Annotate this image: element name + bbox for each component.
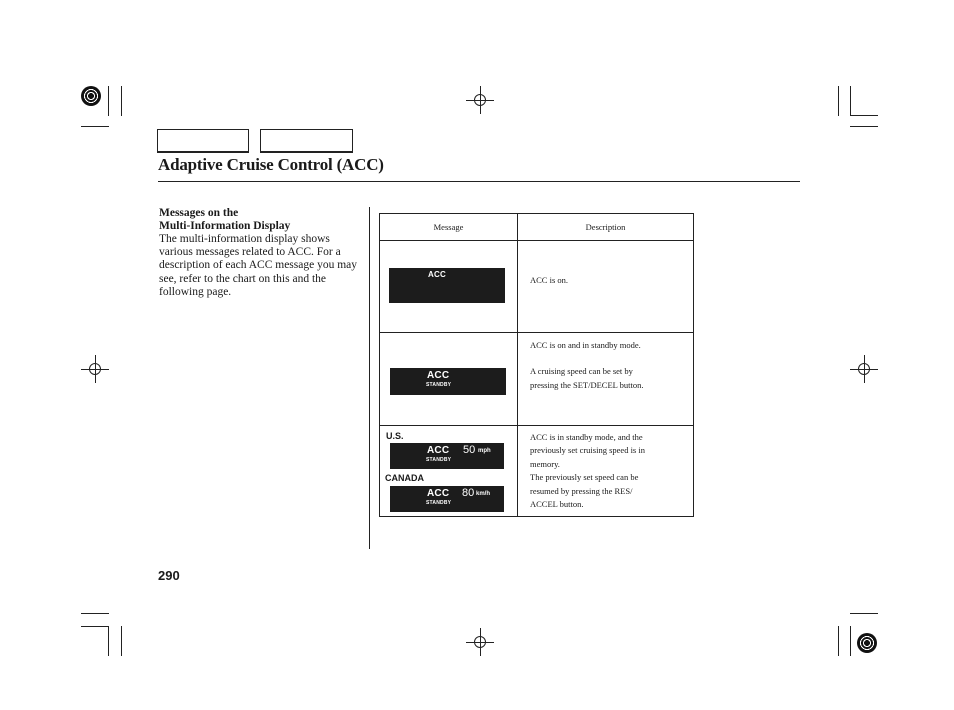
display-acc-standby-kmh (390, 486, 504, 512)
section-heading (159, 207, 290, 233)
region-label-canada: CANADA (385, 473, 424, 483)
description-line: ACC is in standby mode, and the (530, 432, 643, 442)
crosshair-icon (474, 636, 486, 648)
description-line: ACCEL button. (530, 499, 584, 510)
page-number: 290 (158, 568, 180, 583)
description-line: The previously set speed can be (530, 472, 639, 483)
display-set-speed: 80 (462, 487, 475, 499)
row-1-description (530, 274, 568, 287)
display-speed-unit: mph (478, 448, 491, 454)
display-standby-label: STANDBY (426, 500, 452, 506)
message-table (379, 213, 694, 517)
title-divider (158, 181, 800, 182)
crosshair-icon (89, 363, 101, 375)
region-label-us: U.S. (386, 431, 404, 441)
description-line: resumed by pressing the RES/ (530, 485, 633, 496)
crosshair-icon (474, 94, 486, 106)
description-line: pressing the SET/DECEL button. (530, 379, 644, 390)
registration-target-icon (857, 633, 877, 653)
description-line: previously set cruising speed is in (530, 445, 645, 456)
display-standby-label: STANDBY (426, 382, 452, 388)
section-heading-line-2: Multi-Information Display (159, 220, 291, 232)
display-standby-label: STANDBY (426, 457, 452, 463)
description-line: ACC is on and in standby mode. (530, 340, 641, 350)
display-set-speed: 50 (463, 444, 476, 456)
display-acc-label: ACC (428, 270, 446, 279)
row-2-description (530, 339, 643, 392)
display-acc-label: ACC (427, 488, 450, 499)
display-speed-unit: km/h (476, 491, 491, 497)
column-header-description: Description (585, 222, 626, 232)
description-line: memory. (530, 458, 560, 469)
page-title: Adaptive Cruise Control (ACC) (158, 155, 384, 174)
display-acc-standby (390, 368, 506, 395)
header-tab-blank-1 (157, 129, 249, 153)
display-acc-label: ACC (427, 445, 450, 456)
registration-target-icon (81, 86, 101, 106)
header-tab-blank-2 (260, 129, 353, 153)
crosshair-icon (858, 363, 870, 375)
section-body: The multi-information display shows various messages related to ACC. For a description of each ACC message you may see, refer to the chart on this and the following page. (159, 233, 358, 298)
row-3-description (530, 431, 645, 511)
display-acc-standby-mph (390, 443, 504, 469)
column-header-message: Message (433, 222, 464, 232)
description-line: A cruising speed can be set by (530, 366, 633, 377)
section-heading-line-1: Messages on the (159, 207, 239, 219)
column-divider (369, 207, 370, 549)
display-acc-on (389, 268, 505, 303)
description-line: ACC is on. (530, 275, 569, 285)
display-acc-label: ACC (427, 370, 450, 381)
